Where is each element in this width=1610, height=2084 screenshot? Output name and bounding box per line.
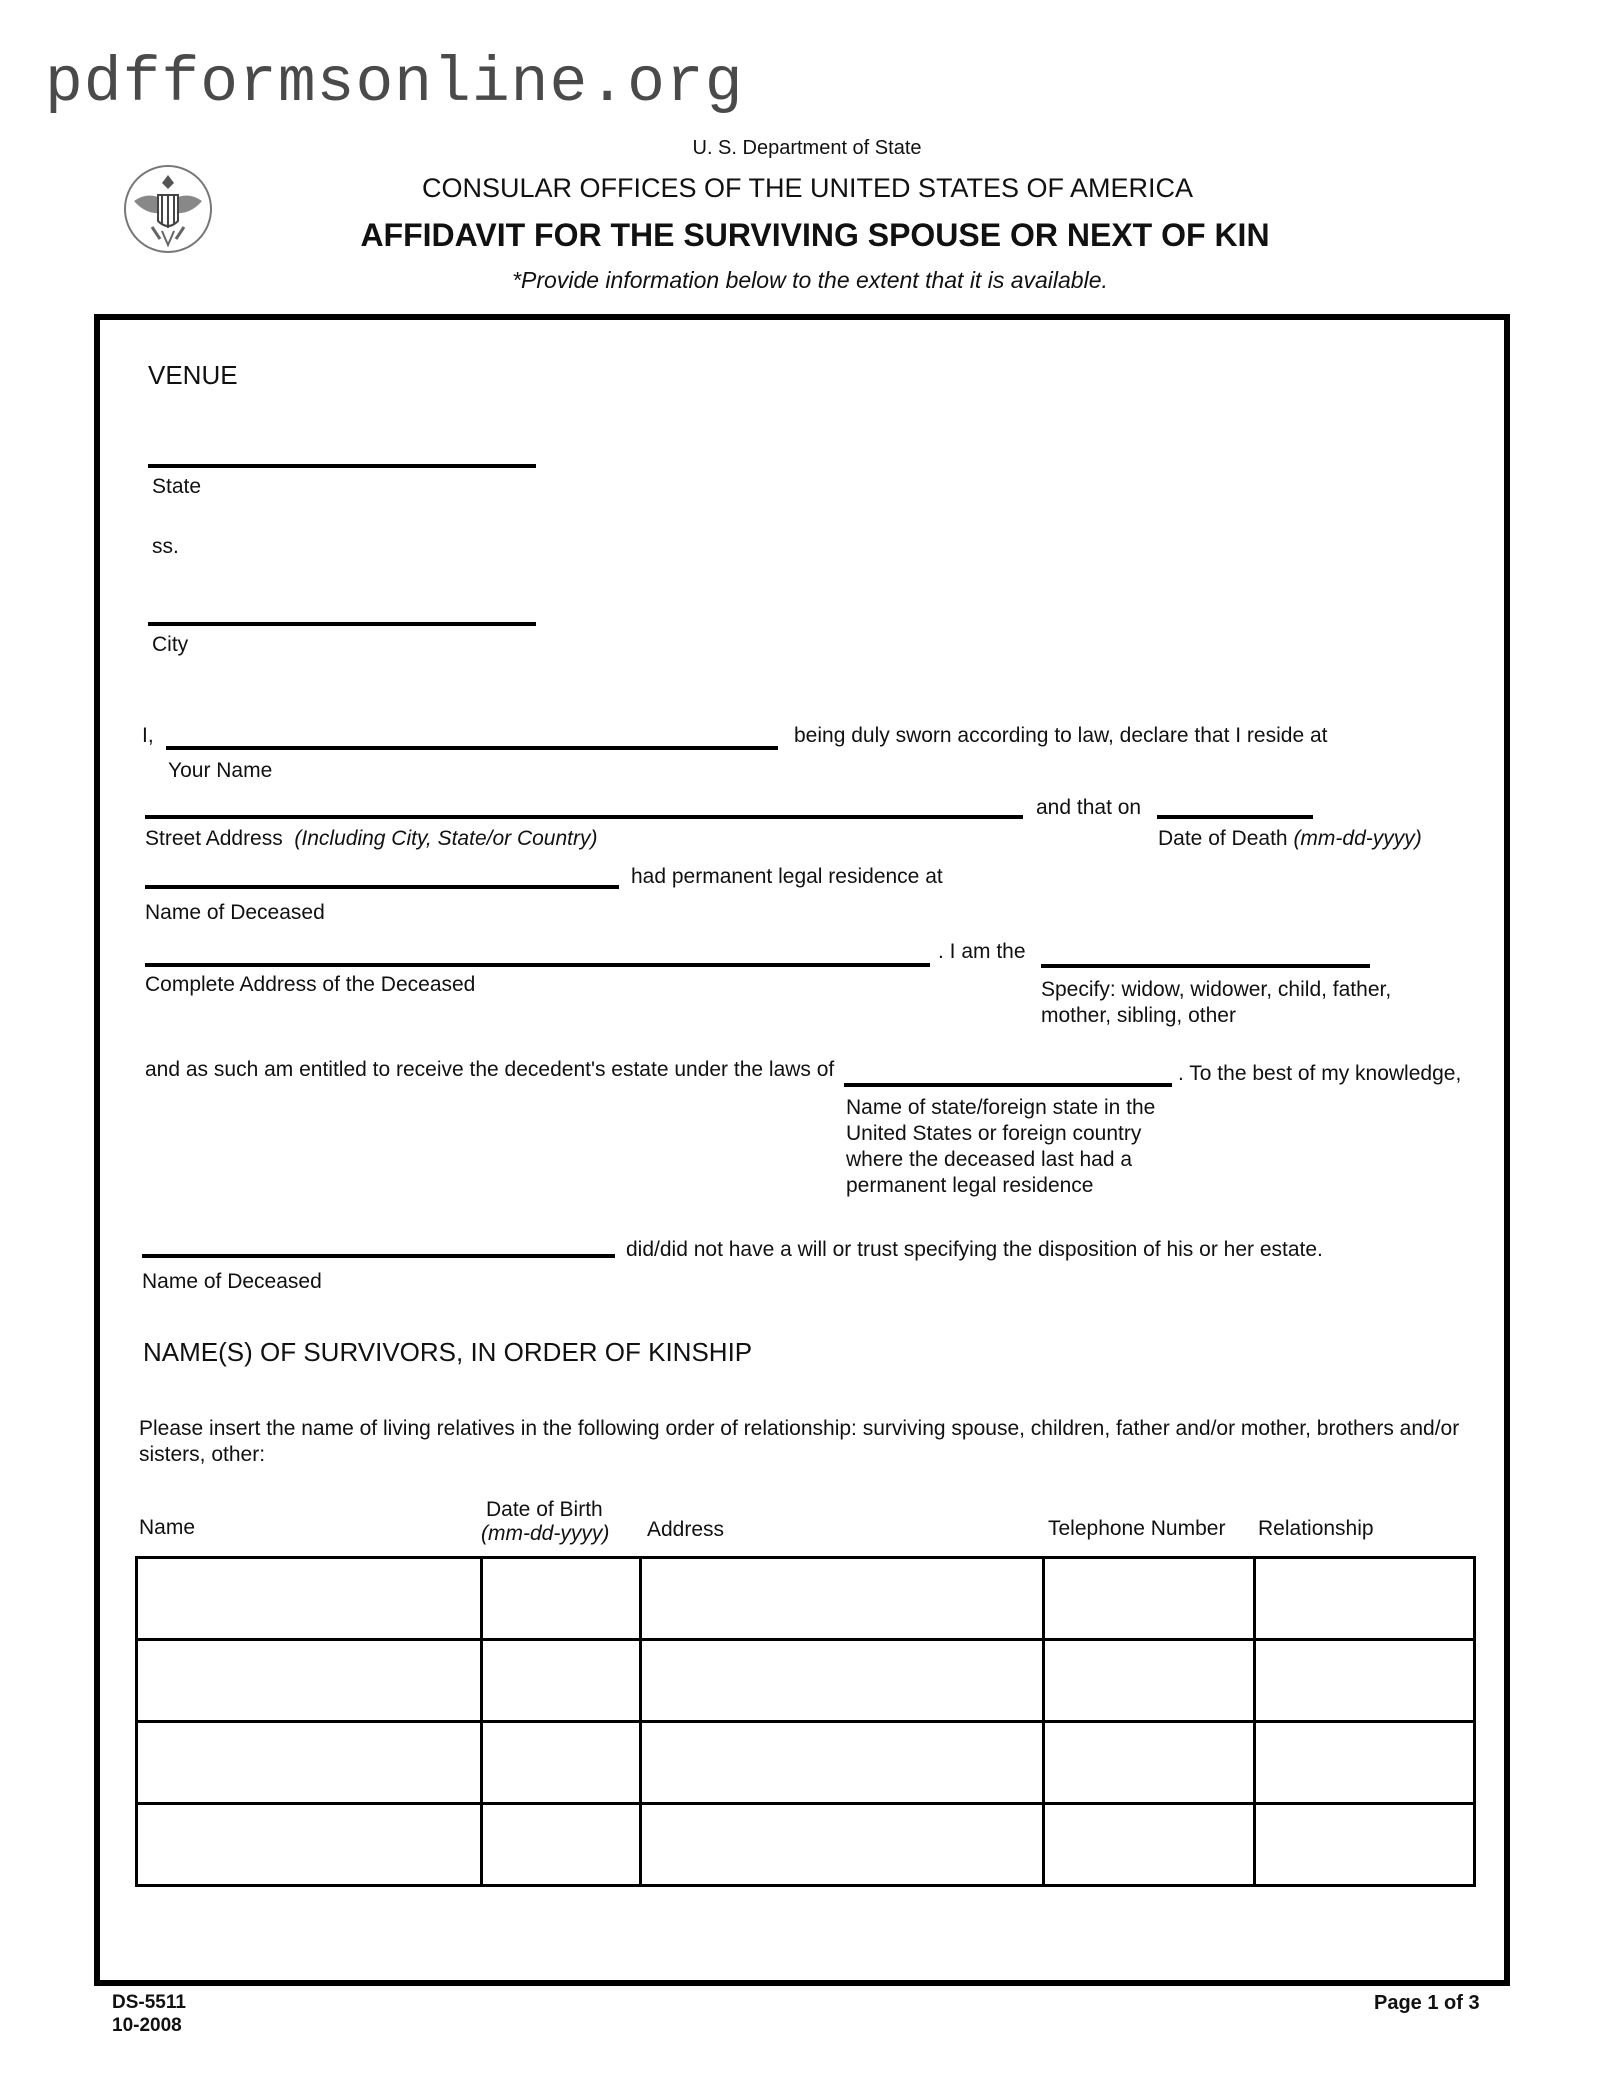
- entitled-text: and as such am entitled to receive the decedent's estate under the laws of: [145, 1058, 835, 1081]
- ss-label: ss.: [152, 535, 179, 558]
- survivor-address-cell[interactable]: [640, 1804, 1043, 1886]
- sworn-text: being duly sworn according to law, declare that I reside at: [794, 724, 1328, 747]
- street-address-label: Street Address (Including City, State/or Country): [145, 827, 598, 850]
- survivor-dob-cell[interactable]: [482, 1558, 641, 1640]
- street-address-field[interactable]: [145, 815, 1023, 819]
- survivor-phone-cell[interactable]: [1043, 1558, 1255, 1640]
- survivor-dob-cell[interactable]: [482, 1804, 641, 1886]
- department-name: U. S. Department of State: [692, 137, 922, 159]
- deceased-address-field[interactable]: [145, 963, 930, 967]
- page-number: Page 1 of 3: [1374, 1992, 1480, 2014]
- form-title: AFFIDAVIT FOR THE SURVIVING SPOUSE OR NEXT OF KIN: [360, 217, 1270, 253]
- table-row: [137, 1640, 1475, 1722]
- survivors-table: [135, 1556, 1476, 1887]
- state-of-law-field[interactable]: [844, 1083, 1172, 1087]
- survivor-relationship-cell[interactable]: [1255, 1722, 1475, 1804]
- survivor-dob-cell[interactable]: [482, 1722, 641, 1804]
- col-dob-format: (mm-dd-yyyy): [481, 1522, 610, 1545]
- date-of-death-label: Date of Death (mm-dd-yyyy): [1158, 827, 1422, 850]
- form-number-code: DS-5511: [112, 1992, 186, 2013]
- survivor-address-cell[interactable]: [640, 1722, 1043, 1804]
- survivor-name-cell[interactable]: [137, 1558, 482, 1640]
- form-number: [112, 1991, 186, 2037]
- table-row: [137, 1804, 1475, 1886]
- will-text: did/did not have a will or trust specifying the disposition of his or her estate.: [626, 1238, 1323, 1261]
- survivors-instructions-2: sisters, other:: [139, 1443, 266, 1466]
- form-subtitle: *Provide information below to the extent that it is available.: [512, 267, 1108, 293]
- permanent-residence-text: had permanent legal residence at: [631, 865, 943, 888]
- your-name-field[interactable]: [166, 746, 778, 750]
- survivor-relationship-cell[interactable]: [1255, 1558, 1475, 1640]
- deceased-address-label: Complete Address of the Deceased: [145, 973, 476, 996]
- watermark: pdfformsonline.org: [45, 48, 744, 119]
- survivor-name-cell[interactable]: [137, 1722, 482, 1804]
- best-knowledge-text: . To the best of my knowledge,: [1178, 1062, 1462, 1085]
- state-label: State: [152, 475, 202, 498]
- survivor-dob-cell[interactable]: [482, 1640, 641, 1722]
- i-am-the-text: . I am the: [938, 940, 1026, 963]
- survivor-address-cell[interactable]: [640, 1558, 1043, 1640]
- relationship-field[interactable]: [1041, 964, 1370, 968]
- survivor-name-cell[interactable]: [137, 1804, 482, 1886]
- specify-note-1: Specify: widow, widower, child, father,: [1041, 978, 1392, 1001]
- survivor-phone-cell[interactable]: [1043, 1640, 1255, 1722]
- deceased-name-field[interactable]: [145, 885, 619, 889]
- deceased-name-label-2: Name of Deceased: [142, 1270, 322, 1293]
- survivors-instructions-1: Please insert the name of living relatives in the following order of relationship: surviving spouse, children, father and/or mother, brothers and/or: [139, 1417, 1460, 1440]
- col-relationship-header: Relationship: [1258, 1517, 1374, 1540]
- survivor-relationship-cell[interactable]: [1255, 1640, 1475, 1722]
- table-row: [137, 1558, 1475, 1640]
- date-of-death-field[interactable]: [1157, 815, 1313, 819]
- state-note-3: where the deceased last had a: [846, 1148, 1133, 1171]
- survivor-name-cell[interactable]: [137, 1640, 482, 1722]
- i-prefix: I,: [142, 724, 154, 747]
- table-row: [137, 1722, 1475, 1804]
- deceased-name-label: Name of Deceased: [145, 901, 325, 924]
- survivor-phone-cell[interactable]: [1043, 1804, 1255, 1886]
- state-note-1: Name of state/foreign state in the: [846, 1096, 1156, 1119]
- venue-heading: VENUE: [148, 360, 238, 390]
- survivor-address-cell[interactable]: [640, 1640, 1043, 1722]
- state-note-2: United States or foreign country: [846, 1122, 1142, 1145]
- form-revision-date: 10-2008: [112, 2015, 182, 2036]
- survivor-relationship-cell[interactable]: [1255, 1804, 1475, 1886]
- col-phone-header: Telephone Number: [1048, 1517, 1226, 1540]
- city-label: City: [152, 633, 189, 656]
- state-field[interactable]: [148, 464, 536, 468]
- city-field[interactable]: [148, 622, 536, 626]
- survivors-heading: NAME(S) OF SURVIVORS, IN ORDER OF KINSHIP: [143, 1337, 753, 1367]
- col-dob-header: Date of Birth: [486, 1498, 603, 1521]
- your-name-label: Your Name: [168, 759, 273, 782]
- survivor-phone-cell[interactable]: [1043, 1722, 1255, 1804]
- consular-heading: CONSULAR OFFICES OF THE UNITED STATES OF AMERICA: [421, 173, 1194, 203]
- deceased-name-field-2[interactable]: [142, 1254, 615, 1258]
- and-that-on-text: and that on: [1036, 796, 1142, 819]
- col-name-header: Name: [139, 1516, 196, 1539]
- col-address-header: Address: [647, 1518, 725, 1541]
- state-note-4: permanent legal residence: [846, 1174, 1094, 1197]
- specify-note-2: mother, sibling, other: [1041, 1004, 1236, 1027]
